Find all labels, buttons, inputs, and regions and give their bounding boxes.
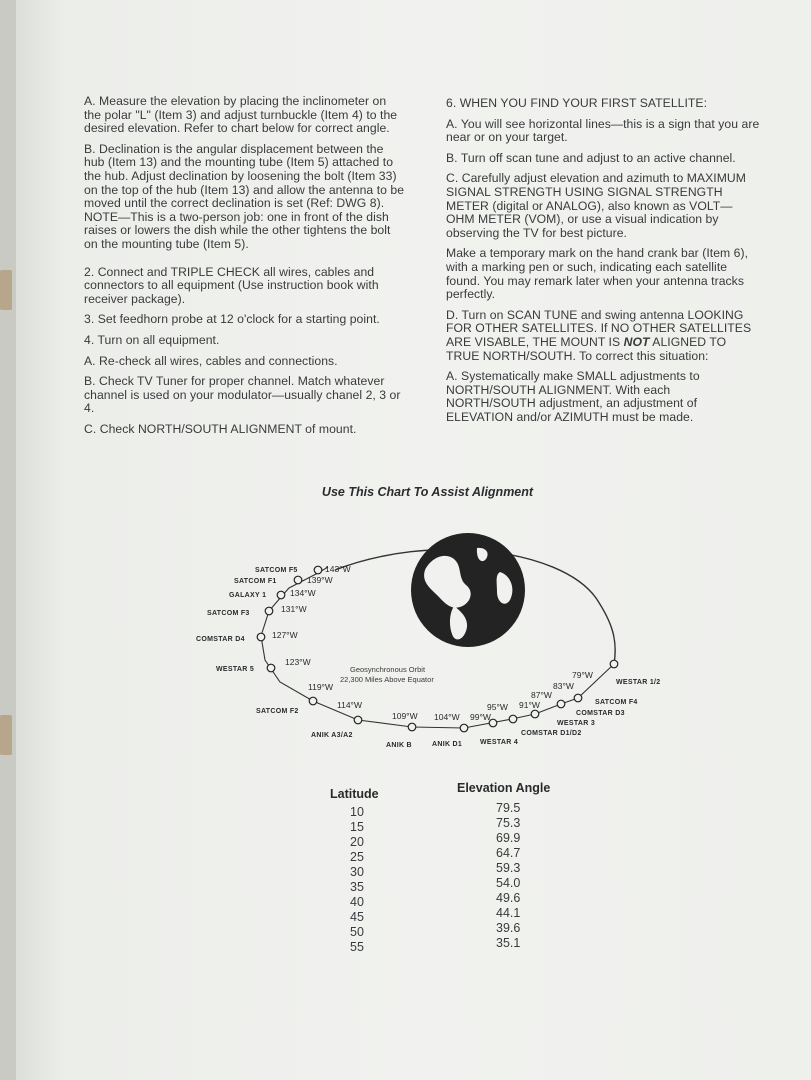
table-cell-latitude: 10	[350, 805, 364, 819]
satellite-longitude: 127°W	[272, 630, 298, 640]
table-cell-elevation: 64.7	[496, 846, 521, 860]
paragraph: C. Carefully adjust elevation and azimuth to MAXIMUM SIGNAL STRENGTH USING SIGNAL STRENGTH METER (digital or ANALOG), also known as VOLT—OHM METER (VOM), or use a visual indication by observing the TV for best picture.	[446, 171, 746, 240]
earth-globe-icon	[411, 533, 525, 647]
paragraph: A. You will see horizontal lines—this is a sign that you are near or on your target.	[446, 116, 760, 145]
satellite-marker	[257, 633, 265, 641]
emphasis-not: NOT	[623, 334, 650, 349]
satellite-name: COMSTAR D3	[576, 710, 625, 717]
satellite-marker	[557, 700, 565, 708]
satellite-longitude: 119°W	[308, 682, 333, 692]
table-cell-latitude: 45	[350, 910, 364, 924]
table-cell-latitude: 30	[350, 865, 364, 879]
paragraph: Make a temporary mark on the hand crank bar (Item 6), with a marking pen or such, indicating each satellite found. You may remark later when your antenna tracks perfectly.	[446, 246, 749, 302]
table-cell-elevation: 49.6	[496, 891, 521, 905]
table-cell-elevation: 79.5	[496, 801, 521, 815]
satellite-longitude: 87°W	[531, 690, 552, 700]
paragraph-text: D. Turn on SCAN TUNE and swing antenna LOOKING FOR OTHER SATELLITES. If NO OTHER SATELLITES ARE VISABLE, THE MOUNT IS	[446, 307, 752, 349]
satellite-name: COMSTAR D4	[196, 636, 245, 643]
satellite-marker	[354, 716, 362, 724]
table-cell-elevation: 35.1	[496, 936, 521, 950]
satellite-longitude: 79°W	[572, 670, 593, 680]
satellite-marker	[610, 660, 618, 668]
satellite-name: WESTAR 5	[216, 666, 255, 673]
satellite-marker	[265, 607, 273, 615]
table-cell-latitude: 20	[350, 835, 364, 849]
table-header-elevation: Elevation Angle	[457, 781, 551, 795]
table-cell-elevation: 69.9	[496, 831, 521, 845]
paragraph: 2. Connect and TRIPLE CHECK all wires, cables and connectors to all equipment (Use instruction book with receiver package).	[84, 264, 379, 306]
satellite-marker	[294, 576, 302, 584]
satellite-name: COMSTAR D1/D2	[521, 730, 582, 737]
table-cell-latitude: 15	[350, 820, 364, 834]
satellite-marker	[574, 694, 582, 702]
table-cell-elevation: 75.3	[496, 816, 521, 830]
table-cell-elevation: 54.0	[496, 876, 521, 890]
orbit-label: 22,300 Miles Above Equator	[340, 675, 434, 684]
satellite-longitude: 134°W	[290, 588, 316, 598]
paragraph: B. Turn off scan tune and adjust to an active channel.	[446, 150, 736, 165]
paragraph: 3. Set feedhorn probe at 12 o'clock for a starting point.	[84, 312, 380, 327]
orbit-label: Geosynchronous Orbit	[350, 665, 426, 674]
satellite-name: SATCOM F3	[207, 610, 250, 617]
satellite-longitude: 131°W	[281, 604, 307, 614]
latitude-column	[350, 805, 364, 955]
table-cell-latitude: 40	[350, 895, 364, 909]
satellite-longitude: 83°W	[553, 681, 574, 691]
satellite-name: WESTAR 3	[557, 720, 596, 727]
table-header-latitude: Latitude	[330, 787, 379, 801]
satellite-marker	[408, 723, 416, 731]
satellite-name: ANIK A3/A2	[311, 732, 353, 739]
satellite-longitude: 91°W	[519, 700, 540, 710]
satellite-marker	[509, 715, 517, 723]
satellite-marker	[314, 566, 322, 574]
satellite-longitude: 143°W	[325, 564, 351, 574]
satellite-longitude: 139°W	[307, 575, 333, 585]
paragraph: C. Check NORTH/SOUTH ALIGNMENT of mount.	[84, 421, 357, 436]
table-cell-latitude: 35	[350, 880, 364, 894]
paragraph: 4. Turn on all equipment.	[84, 332, 220, 347]
satellite-marker	[267, 664, 275, 672]
satellite-marker	[309, 697, 317, 705]
elevation-column	[496, 801, 520, 951]
paragraph: 6. WHEN YOU FIND YOUR FIRST SATELLITE:	[446, 96, 708, 110]
paragraph: B. Check TV Tuner for proper channel. Match whatever channel is used on your modulator—usually chanel 2, 3 or 4.	[84, 374, 401, 416]
satellite-longitude: 95°W	[487, 702, 508, 712]
satellite-marker	[531, 710, 539, 718]
table-cell-elevation: 39.6	[496, 921, 521, 935]
satellite-name: WESTAR 1/2	[616, 679, 661, 686]
satellite-marker	[277, 591, 285, 599]
table-cell-latitude: 55	[350, 940, 364, 954]
satellite-longitude: 109°W	[392, 711, 418, 721]
paragraph: A. Re-check all wires, cables and connections.	[84, 353, 338, 368]
paragraph: A. Systematically make SMALL adjustments to NORTH/SOUTH ALIGNMENT. With each NORTH/SOUTH adjustment, an adjustment of ELEVATION and/or AZIMUTH must be made.	[446, 369, 700, 424]
satellite-marker	[460, 724, 468, 732]
satellite-name: WESTAR 4	[480, 739, 519, 746]
satellite-name: SATCOM F2	[256, 708, 299, 715]
table-cell-latitude: 50	[350, 925, 364, 939]
table-cell-elevation: 59.3	[496, 861, 521, 875]
satellite-longitude: 99°W	[470, 712, 491, 722]
paragraph: B. Declination is the angular displacement between the hub (Item 13) and the mounting tube (Item 5) attached to the hub. Adjust declination by loosening the bolt (Item 33) on the top of the hub (Item 13) and allow the antenna to be moved until the correct declination is set (Ref: DWG 8). NOTE—This is a two-person job: one in front of the dish raises or lowers the dish while the other tightens the bolt on the mounting tube (Item 5).	[84, 141, 405, 251]
chart-title: Use This Chart To Assist Alignment	[321, 485, 534, 499]
table-cell-latitude: 25	[350, 850, 364, 864]
paragraph: A. Measure the elevation by placing the inclinometer on the polar "L" (Item 3) and adjust turnbuckle (Item 4) to the desired elevation. Refer to chart below for correct angle.	[84, 94, 398, 136]
satellite-name: GALAXY 1	[229, 592, 267, 599]
satellite-name: ANIK D1	[432, 741, 463, 748]
satellite-name: ANIK B	[386, 742, 412, 749]
satellite-name: SATCOM F4	[595, 699, 638, 706]
paragraph-text: ALIGNED TO TRUE NORTH/SOUTH. To correct this situation:	[446, 334, 727, 363]
satellite-longitude: 123°W	[285, 657, 311, 667]
satellite-longitude: 114°W	[337, 700, 362, 710]
satellite-name: SATCOM F5	[255, 567, 298, 574]
table-cell-elevation: 44.1	[496, 906, 521, 920]
satellite-name: SATCOM F1	[234, 578, 277, 585]
satellite-longitude: 104°W	[434, 712, 460, 722]
